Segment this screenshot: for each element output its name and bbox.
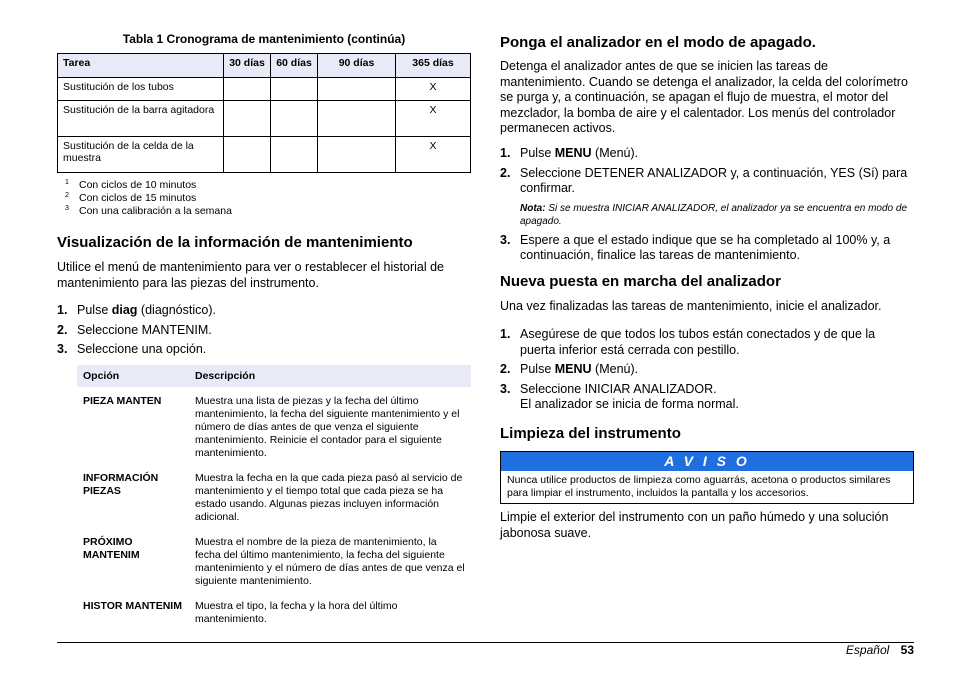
maintenance-intro: Utilice el menú de mantenimiento para ver o restablecer el historial de mantenimiento para las piezas del instrumento. bbox=[57, 260, 444, 290]
notice-title: A V I S O bbox=[501, 452, 913, 471]
section-title-cleaning: Limpieza del instrumento bbox=[500, 425, 681, 442]
maintenance-options-table bbox=[77, 365, 471, 632]
table-header: Descripción bbox=[189, 365, 471, 387]
list-item: 3. Seleccione INICIAR ANALIZADOR. El analizador se inicia de forma normal. bbox=[500, 382, 900, 413]
list-item: 3. Espere a que el estado indique que se ha completado al 100% y, a continuación, finalice las tareas de mantenimiento. bbox=[500, 232, 891, 262]
footer-language: Español bbox=[845, 643, 890, 657]
option-name: PRÓXIMO MANTENIM bbox=[83, 536, 140, 561]
option-description: Muestra el nombre de la pieza de mantenimiento, la fecha del último mantenimiento, la fecha del siguiente mantenimiento y el número de días antes de que venza el siguiente mantenimiento. bbox=[195, 536, 465, 587]
shutdown-steps bbox=[500, 146, 914, 264]
table-header: 90 días bbox=[318, 54, 396, 78]
footer-divider bbox=[57, 642, 914, 643]
list-item: 1. Pulse diag (diagnóstico). bbox=[57, 303, 216, 317]
page-number: 53 bbox=[900, 643, 914, 657]
step-result: El analizador se inicia de forma normal. bbox=[520, 397, 739, 411]
notice-box bbox=[500, 451, 914, 504]
option-description: Muestra la fecha en la que cada pieza pasó al servicio de mantenimiento y el tiempo total que cada pieza se ha estado usando. Algunas piezas incluyen información adicional. bbox=[195, 472, 463, 523]
table-cell bbox=[318, 78, 396, 101]
notice-text: Nunca utilice productos de limpieza como aguarrás, acetona o productos similares para limpiar el instrumento, incluidos la pantalla y los accesorios. bbox=[507, 474, 891, 499]
option-name: HISTOR MANTENIM bbox=[83, 600, 182, 612]
section-title-shutdown: Ponga el analizador en el modo de apagado. bbox=[500, 34, 816, 51]
table-caption: Tabla 1 Cronograma de mantenimiento (continúa) bbox=[122, 32, 406, 46]
note: Nota: Si se muestra INICIAR ANALIZADOR, el analizador ya se encuentra en modo de apagado. bbox=[520, 202, 908, 227]
restart-intro: Una vez finalizadas las tareas de mantenimiento, inicie el analizador. bbox=[500, 299, 882, 313]
table-row bbox=[58, 137, 471, 173]
footnote: $^1$ Con ciclos de 10 minutos bbox=[65, 179, 197, 191]
table-row bbox=[58, 78, 471, 101]
table-header: 365 días bbox=[396, 54, 471, 78]
table-cell bbox=[271, 101, 318, 137]
table-row bbox=[77, 387, 471, 466]
table-row bbox=[77, 466, 471, 530]
table-cell bbox=[224, 78, 271, 101]
option-name: PIEZA MANTEN bbox=[83, 395, 162, 407]
list-item: 2. Seleccione MANTENIM. bbox=[57, 322, 212, 337]
table-row bbox=[77, 594, 471, 632]
list-item: 2. Seleccione DETENER ANALIZADOR y, a continuación, YES (Sí) para confirmar. Nota: Si se muestra INICIAR ANALIZADOR, el analizador ya se encuentra en modo de apagado. bbox=[500, 166, 914, 228]
option-description: Muestra el tipo, la fecha y la hora del último mantenimiento. bbox=[195, 600, 398, 625]
table-cell: Sustitución de la celda de la muestra bbox=[58, 137, 224, 173]
list-item: 1. Pulse MENU (Menú). bbox=[500, 146, 639, 160]
table-cell bbox=[318, 137, 396, 173]
table-header: Tarea bbox=[58, 54, 224, 78]
table-cell: X bbox=[396, 101, 471, 137]
table-header: 30 días bbox=[224, 54, 271, 78]
footnote: $^2$ Con ciclos de 15 minutos bbox=[65, 192, 197, 204]
section-title-maintenance-info: Visualización de la información de mantenimiento bbox=[57, 234, 413, 251]
cleaning-text: Limpie el exterior del instrumento con un paño húmedo y una solución jabonosa suave. bbox=[500, 510, 889, 540]
maintenance-schedule-table bbox=[57, 53, 471, 173]
table-cell: X bbox=[396, 137, 471, 173]
table-header: Opción bbox=[77, 365, 189, 387]
table-cell bbox=[224, 137, 271, 173]
option-description: Muestra una lista de piezas y la fecha del último mantenimiento, la fecha del siguiente mantenimiento y el número de días antes de que venza el siguiente mantenimiento. Reinicie el contador para el siguiente mantenimiento. bbox=[195, 395, 460, 459]
list-item: 1. Asegúrese de que todos los tubos están conectados y de que la puerta inferior está cerrada con pestillo. bbox=[500, 327, 876, 357]
shutdown-intro: Detenga el analizador antes de que se inicien las tareas de mantenimiento. Cuando se detenga el analizador, la celda del colorímetro se purga y, a continuación, se apagan el flujo de muestra, el motor del mezclador, la bomba de aire y el calentador. Los menús del controlador permanecen activos. bbox=[500, 59, 908, 135]
page-footer bbox=[846, 643, 914, 657]
footnote: $^3$ Con una calibración a la semana bbox=[65, 205, 232, 217]
table-cell bbox=[318, 101, 396, 137]
table-cell bbox=[271, 78, 318, 101]
table-cell: X bbox=[396, 78, 471, 101]
option-name: INFORMACIÓN PIEZAS bbox=[83, 472, 159, 497]
table-row bbox=[77, 530, 471, 594]
list-item: 2. Pulse MENU (Menú). bbox=[500, 362, 639, 376]
table-cell bbox=[224, 101, 271, 137]
table-cell bbox=[271, 137, 318, 173]
section-title-restart: Nueva puesta en marcha del analizador bbox=[500, 273, 781, 290]
table-header: 60 días bbox=[271, 54, 318, 78]
table-row bbox=[58, 101, 471, 137]
table-cell: Sustitución de la barra agitadora bbox=[58, 101, 224, 137]
restart-steps bbox=[500, 327, 900, 413]
table-cell: Sustitución de los tubos bbox=[58, 78, 224, 101]
list-item: 3. Seleccione una opción. bbox=[57, 342, 207, 356]
maintenance-steps bbox=[57, 303, 471, 358]
